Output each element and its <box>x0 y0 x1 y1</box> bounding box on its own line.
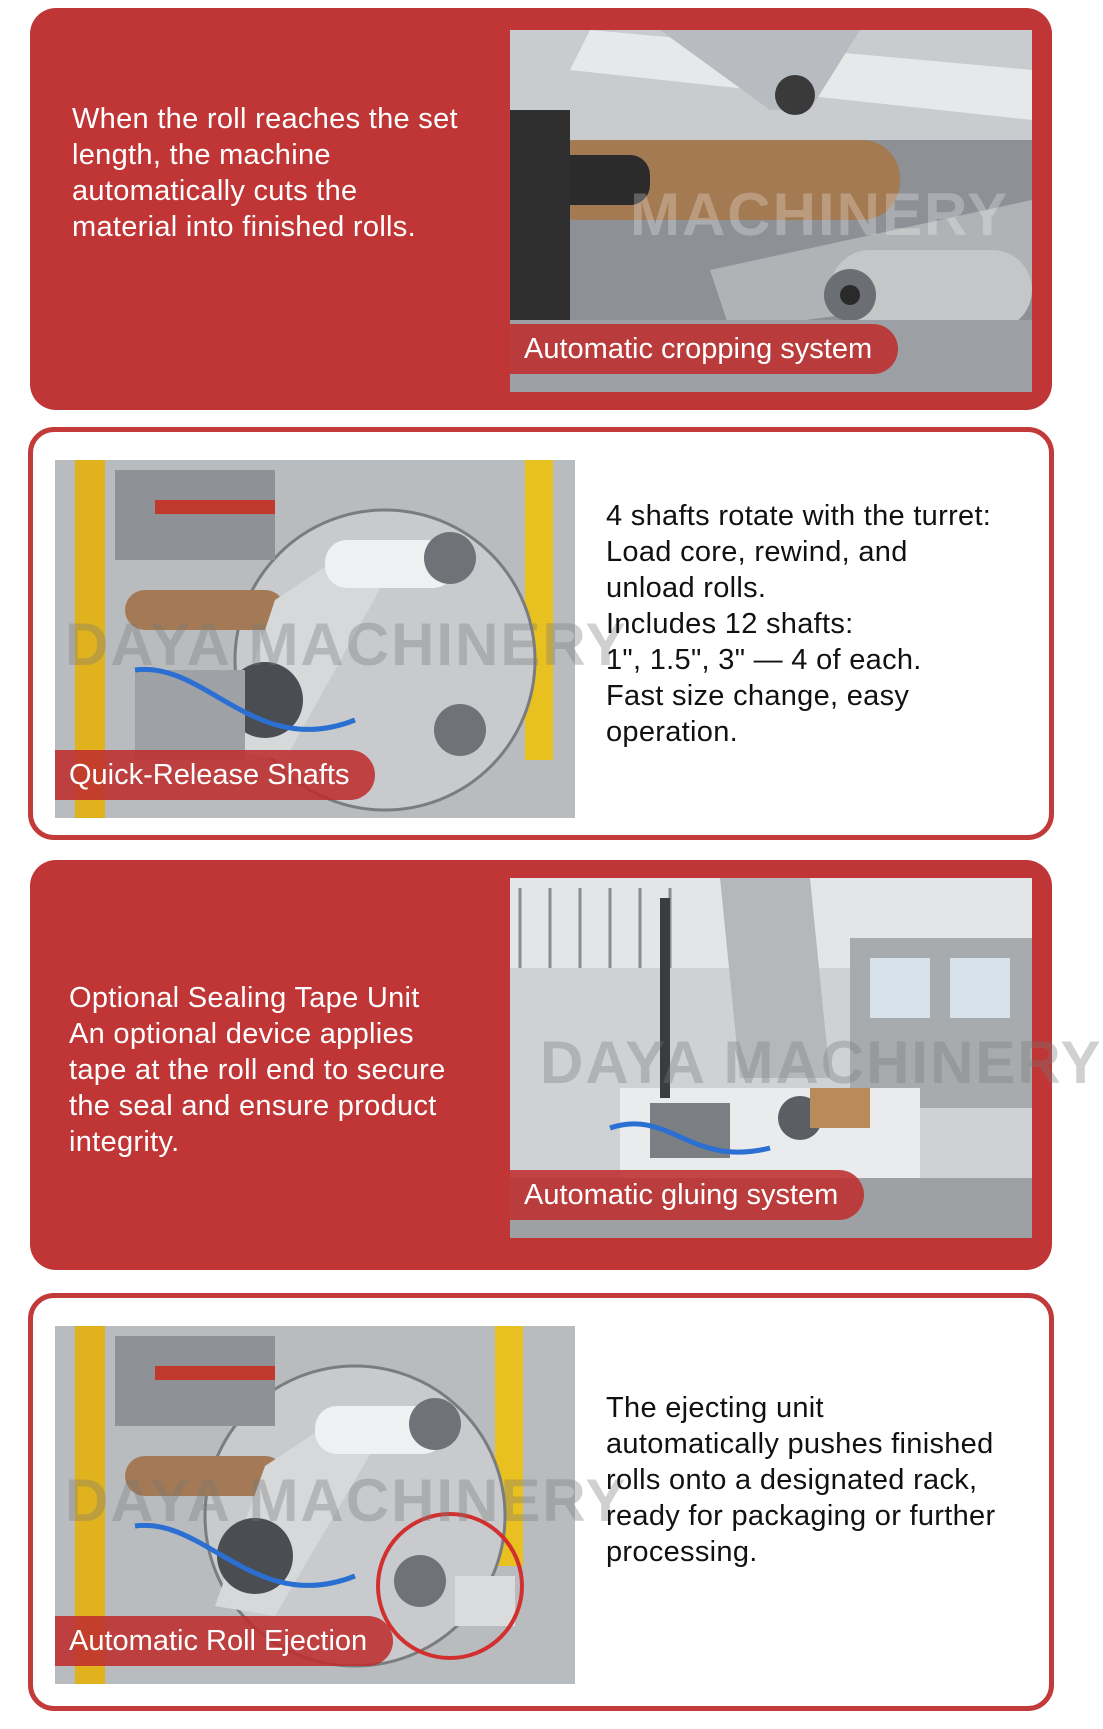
description-line: operation. <box>606 716 738 748</box>
feature-panel-shafts <box>28 427 1054 840</box>
description-line: Load core, rewind, and <box>606 536 908 568</box>
description-line: length, the machine <box>72 139 331 171</box>
description-line: the seal and ensure product <box>69 1090 437 1122</box>
feature-panel-ejection <box>28 1293 1054 1711</box>
watermark: DAYA MACHINERY <box>65 611 628 678</box>
feature-description <box>72 101 458 245</box>
photo-caption: Quick-Release Shafts <box>55 750 375 800</box>
description-line: unload rolls. <box>606 572 767 604</box>
description-line: material into finished rolls. <box>72 211 416 243</box>
description-line: automatically pushes finished <box>606 1428 994 1460</box>
description-line: An optional device applies <box>69 1018 414 1050</box>
cropping-system-photo <box>510 30 1032 392</box>
feature-description <box>606 498 991 750</box>
photo-caption: Automatic Roll Ejection <box>55 1616 393 1666</box>
description-line: rolls onto a designated rack, <box>606 1464 978 1496</box>
description-line: Optional Sealing Tape Unit <box>69 982 420 1014</box>
description-line: tape at the roll end to secure <box>69 1054 446 1086</box>
description-line: The ejecting unit <box>606 1392 824 1424</box>
watermark: DAYA MACHINERY <box>65 1467 628 1534</box>
description-line: processing. <box>606 1536 758 1568</box>
feature-description <box>606 1390 995 1570</box>
description-line: ready for packaging or further <box>606 1500 996 1532</box>
description-line: 1", 1.5", 3" — 4 of each. <box>606 644 922 676</box>
description-line: 4 shafts rotate with the turret: <box>606 500 992 532</box>
description-line: integrity. <box>69 1126 180 1158</box>
gluing-system-photo <box>510 878 1103 1238</box>
watermark: DAYA MACHINERY <box>540 1029 1103 1096</box>
shafts-photo <box>55 460 628 818</box>
description-line: Includes 12 shafts: <box>606 608 854 640</box>
description-line: Fast size change, easy <box>606 680 910 712</box>
feature-panel-cropping <box>30 8 1052 410</box>
photo-caption: Automatic cropping system <box>510 324 898 374</box>
feature-description <box>69 980 446 1160</box>
description-line: automatically cuts the <box>72 175 358 207</box>
feature-panel-gluing <box>30 860 1103 1270</box>
description-line: When the roll reaches the set <box>72 103 458 135</box>
photo-caption: Automatic gluing system <box>510 1170 864 1220</box>
watermark: MACHINERY <box>630 181 1010 248</box>
roll-ejection-photo <box>55 1326 628 1684</box>
